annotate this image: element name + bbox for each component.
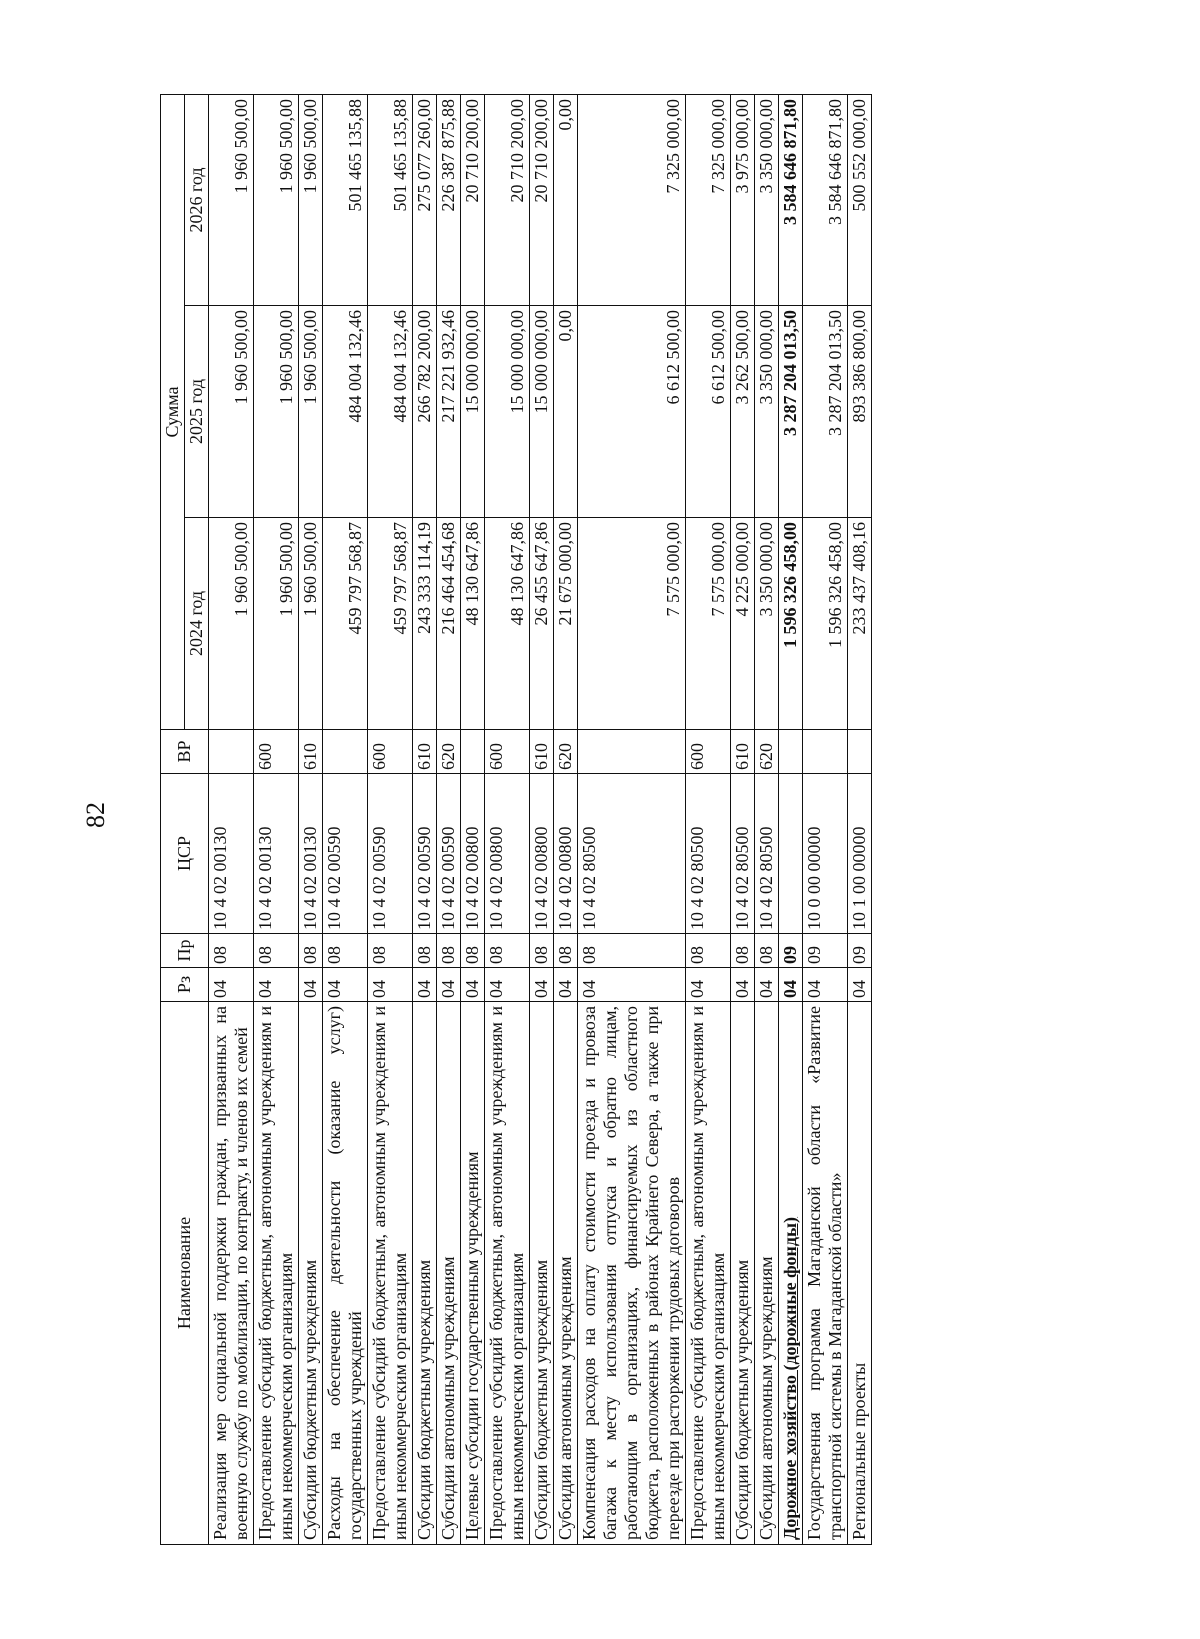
table-row: [755, 94, 779, 1544]
table-row: [485, 94, 530, 1544]
cell-pr: 08: [299, 934, 323, 968]
cell-pr: 08: [686, 934, 731, 968]
header-rz: Рз: [161, 968, 209, 1002]
header-pr: Пр: [161, 934, 209, 968]
cell-csr: 10 1 00 00000: [848, 774, 872, 934]
cell-2024: 48 130 647,86: [485, 518, 530, 730]
cell-csr: 10 4 02 00590: [437, 774, 461, 934]
cell-pr: 08: [413, 934, 437, 968]
cell-name: Предоставление субсидий бюджетным, автономным учреждениям и иным некоммерческим организациям: [485, 1002, 530, 1545]
cell-name: Региональные проекты: [848, 1002, 872, 1545]
header-2025: 2025 год: [185, 306, 209, 518]
cell-vr: 620: [755, 730, 779, 774]
cell-2026: 20 710 200,00: [461, 94, 485, 305]
table-row: [686, 94, 731, 1544]
table-row: [803, 94, 848, 1544]
cell-2026: 500 552 000,00: [848, 94, 872, 305]
cell-vr: [578, 730, 686, 774]
cell-rz: 04: [848, 968, 872, 1002]
cell-pr: 08: [731, 934, 755, 968]
cell-vr: 610: [299, 730, 323, 774]
table-row: [848, 94, 872, 1544]
table-row: [368, 94, 413, 1544]
cell-pr: 08: [530, 934, 554, 968]
cell-2026: 226 387 875,88: [437, 94, 461, 305]
cell-name: Компенсация расходов на оплату стоимости проезда и провоза багажа к месту использования отпуска и обратно лицам, работающим в организациях, финансируемых из областного бюджета, расположенных в районах Крайнего Севера, а также при переезде при расторжении трудовых договоров: [578, 1002, 686, 1545]
cell-csr: 10 4 02 00590: [368, 774, 413, 934]
cell-csr: 10 4 02 80500: [686, 774, 731, 934]
cell-2025: 15 000 000,00: [530, 306, 554, 518]
cell-name: Предоставление субсидий бюджетным, автономным учреждениям и иным некоммерческим организациям: [368, 1002, 413, 1545]
cell-2025: 1 960 500,00: [299, 306, 323, 518]
cell-2025: 217 221 932,46: [437, 306, 461, 518]
header-2024: 2024 год: [185, 518, 209, 730]
cell-2024: 7 575 000,00: [686, 518, 731, 730]
cell-vr: [779, 730, 803, 774]
header-name: Наименование: [161, 1002, 209, 1545]
header-2026: 2026 год: [185, 94, 209, 305]
cell-rz: 04: [485, 968, 530, 1002]
cell-rz: 04: [686, 968, 731, 1002]
cell-2026: 1 960 500,00: [209, 94, 254, 305]
cell-2025: 893 386 800,00: [848, 306, 872, 518]
cell-rz: 04: [254, 968, 299, 1002]
cell-csr: 10 4 02 80500: [578, 774, 686, 934]
cell-rz: 04: [437, 968, 461, 1002]
cell-rz: 04: [209, 968, 254, 1002]
cell-2024: 26 455 647,86: [530, 518, 554, 730]
cell-2024: 233 437 408,16: [848, 518, 872, 730]
cell-2024: 1 960 500,00: [209, 518, 254, 730]
cell-2026: 7 325 000,00: [578, 94, 686, 305]
cell-2025: 3 287 204 013,50: [803, 306, 848, 518]
cell-csr: 10 4 02 00130: [299, 774, 323, 934]
cell-rz: 04: [779, 968, 803, 1002]
cell-pr: 08: [437, 934, 461, 968]
cell-2026: 0,00: [554, 94, 578, 305]
cell-rz: 04: [323, 968, 368, 1002]
cell-csr: 10 4 02 80500: [731, 774, 755, 934]
cell-2024: 243 333 114,19: [413, 518, 437, 730]
cell-name: Субсидии бюджетным учреждениям: [413, 1002, 437, 1545]
cell-2025: 6 612 500,00: [578, 306, 686, 518]
cell-2026: 1 960 500,00: [254, 94, 299, 305]
cell-name: Реализация мер социальной поддержки граждан, призванных на военную службу по мобилизации, по контракту, и членов их семей: [209, 1002, 254, 1545]
cell-2026: 3 350 000,00: [755, 94, 779, 305]
cell-vr: 620: [437, 730, 461, 774]
cell-2025: 3 262 500,00: [731, 306, 755, 518]
cell-name: Дорожное хозяйство (дорожные фонды): [779, 1002, 803, 1545]
cell-name: Предоставление субсидий бюджетным, автономным учреждениям и иным некоммерческим организациям: [254, 1002, 299, 1545]
cell-csr: [779, 774, 803, 934]
table-row: [779, 94, 803, 1544]
cell-2026: 275 077 260,00: [413, 94, 437, 305]
cell-csr: 10 4 02 00800: [554, 774, 578, 934]
cell-2024: 21 675 000,00: [554, 518, 578, 730]
cell-vr: [848, 730, 872, 774]
cell-2024: 1 960 500,00: [299, 518, 323, 730]
cell-pr: 08: [254, 934, 299, 968]
cell-name: Субсидии автономным учреждениям: [437, 1002, 461, 1545]
cell-2024: 48 130 647,86: [461, 518, 485, 730]
table-row: [254, 94, 299, 1544]
cell-2024: 7 575 000,00: [578, 518, 686, 730]
header-csr: ЦСР: [161, 774, 209, 934]
cell-rz: 04: [530, 968, 554, 1002]
cell-2025: 6 612 500,00: [686, 306, 731, 518]
cell-vr: 600: [368, 730, 413, 774]
cell-pr: 08: [755, 934, 779, 968]
cell-vr: [323, 730, 368, 774]
cell-2024: 459 797 568,87: [368, 518, 413, 730]
cell-vr: [209, 730, 254, 774]
cell-2025: 1 960 500,00: [254, 306, 299, 518]
table-row: [530, 94, 554, 1544]
cell-2026: 501 465 135,88: [368, 94, 413, 305]
table-header-row: [161, 94, 185, 1544]
cell-pr: 08: [323, 934, 368, 968]
cell-pr: 08: [368, 934, 413, 968]
cell-name: Целевые субсидии государственным учреждениям: [461, 1002, 485, 1545]
cell-name: Субсидии автономным учреждениям: [554, 1002, 578, 1545]
cell-2025: 3 350 000,00: [755, 306, 779, 518]
cell-rz: 04: [755, 968, 779, 1002]
cell-csr: 10 4 02 00800: [461, 774, 485, 934]
cell-2024: 1 960 500,00: [254, 518, 299, 730]
cell-csr: 10 4 02 00800: [530, 774, 554, 934]
cell-2025: 0,00: [554, 306, 578, 518]
cell-csr: 10 4 02 00590: [323, 774, 368, 934]
table-row: [731, 94, 755, 1544]
table-body: [209, 94, 872, 1544]
cell-pr: 09: [803, 934, 848, 968]
cell-name: Предоставление субсидий бюджетным, автономным учреждениям и иным некоммерческим организациям: [686, 1002, 731, 1545]
table-row: [413, 94, 437, 1544]
cell-rz: 04: [731, 968, 755, 1002]
cell-rz: 04: [299, 968, 323, 1002]
cell-2024: 4 225 000,00: [731, 518, 755, 730]
cell-2025: 15 000 000,00: [485, 306, 530, 518]
cell-2025: 266 782 200,00: [413, 306, 437, 518]
cell-csr: 10 4 02 00590: [413, 774, 437, 934]
table-row: [578, 94, 686, 1544]
budget-table: [160, 94, 872, 1545]
cell-csr: 10 0 00 00000: [803, 774, 848, 934]
table-row: [299, 94, 323, 1544]
cell-2026: 3 584 646 871,80: [803, 94, 848, 305]
cell-2024: 1 596 326 458,00: [779, 518, 803, 730]
cell-2026: 20 710 200,00: [485, 94, 530, 305]
cell-vr: 610: [413, 730, 437, 774]
cell-2026: 3 584 646 871,80: [779, 94, 803, 305]
cell-2025: 484 004 132,46: [323, 306, 368, 518]
table-row: [323, 94, 368, 1544]
cell-pr: 08: [461, 934, 485, 968]
cell-2025: 484 004 132,46: [368, 306, 413, 518]
cell-2026: 7 325 000,00: [686, 94, 731, 305]
cell-pr: 08: [578, 934, 686, 968]
cell-csr: 10 4 02 00130: [254, 774, 299, 934]
cell-csr: 10 4 02 00130: [209, 774, 254, 934]
cell-name: Государственная программа Магаданской области «Развитие транспортной системы в Магаданской области»: [803, 1002, 848, 1545]
budget-table-sheet: [160, 95, 1040, 1545]
cell-2026: 501 465 135,88: [323, 94, 368, 305]
cell-name: Субсидии автономным учреждениям: [755, 1002, 779, 1545]
table-row: [209, 94, 254, 1544]
cell-pr: 09: [848, 934, 872, 968]
cell-vr: 600: [686, 730, 731, 774]
cell-vr: 610: [731, 730, 755, 774]
cell-2024: 1 596 326 458,00: [803, 518, 848, 730]
cell-vr: 600: [254, 730, 299, 774]
cell-rz: 04: [803, 968, 848, 1002]
cell-csr: 10 4 02 00800: [485, 774, 530, 934]
cell-rz: 04: [461, 968, 485, 1002]
cell-pr: 08: [554, 934, 578, 968]
table-row: [461, 94, 485, 1544]
cell-vr: 600: [485, 730, 530, 774]
cell-vr: [803, 730, 848, 774]
cell-vr: [461, 730, 485, 774]
cell-rz: 04: [554, 968, 578, 1002]
cell-2024: 3 350 000,00: [755, 518, 779, 730]
cell-vr: 620: [554, 730, 578, 774]
cell-2026: 20 710 200,00: [530, 94, 554, 305]
cell-2024: 216 464 454,68: [437, 518, 461, 730]
table-row: [554, 94, 578, 1544]
cell-name: Субсидии бюджетным учреждениям: [299, 1002, 323, 1545]
page-number: 82: [81, 802, 110, 828]
header-sum: Сумма: [161, 94, 185, 729]
cell-name: Субсидии бюджетным учреждениям: [530, 1002, 554, 1545]
cell-name: Субсидии бюджетным учреждениям: [731, 1002, 755, 1545]
cell-2025: 15 000 000,00: [461, 306, 485, 518]
cell-2025: 3 287 204 013,50: [779, 306, 803, 518]
cell-2025: 1 960 500,00: [209, 306, 254, 518]
cell-csr: 10 4 02 80500: [755, 774, 779, 934]
cell-rz: 04: [413, 968, 437, 1002]
cell-rz: 04: [578, 968, 686, 1002]
cell-name: Расходы на обеспечение деятельности (оказание услуг) государственных учреждений: [323, 1002, 368, 1545]
cell-pr: 08: [485, 934, 530, 968]
cell-2026: 1 960 500,00: [299, 94, 323, 305]
cell-2024: 459 797 568,87: [323, 518, 368, 730]
cell-2026: 3 975 000,00: [731, 94, 755, 305]
cell-rz: 04: [368, 968, 413, 1002]
cell-pr: 08: [209, 934, 254, 968]
cell-pr: 09: [779, 934, 803, 968]
cell-vr: 610: [530, 730, 554, 774]
table-row: [437, 94, 461, 1544]
header-vr: ВР: [161, 730, 209, 774]
